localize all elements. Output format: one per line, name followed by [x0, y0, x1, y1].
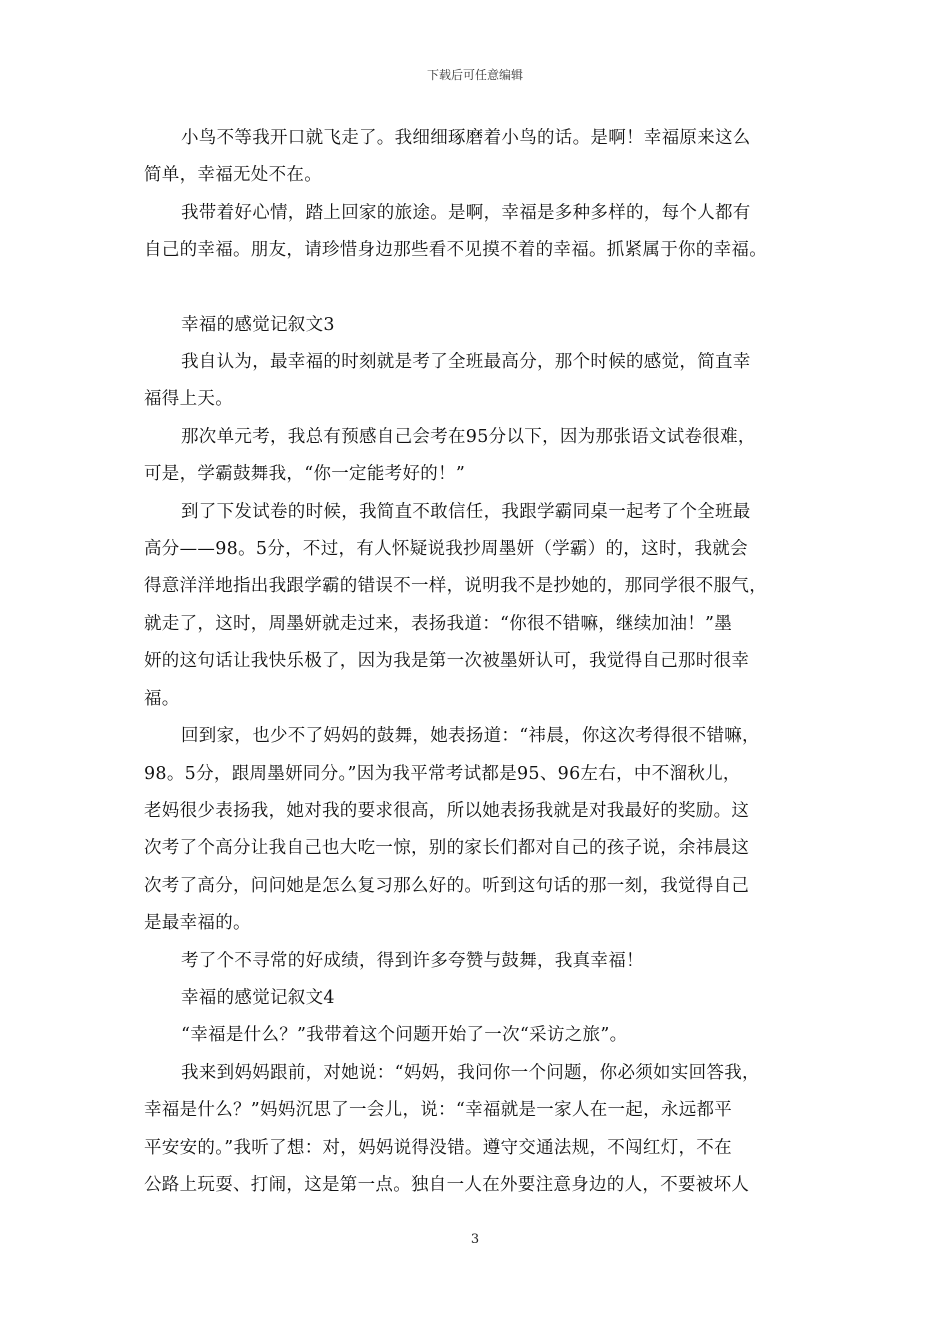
paragraph: 考了个不寻常的好成绩，得到许多夸赞与鼓舞，我真幸福！ [181, 950, 644, 971]
paragraph: “幸福是什么？”我带着这个问题开始了一次“采访之旅”。 [181, 1025, 628, 1046]
page-footer [0, 1232, 950, 1247]
paragraph: 我带着好心情，踏上回家的旅途。是啊，幸福是多种多样的，每个人都有 自己的幸福。朋友，请珍惜身边那些看不见摸不着的幸福。抓紧属于你的幸福。 [144, 202, 767, 261]
paragraph: 小鸟不等我开口就飞走了。我细细琢磨着小鸟的话。是啊！幸福原来这么 简单，幸福无处不在。 [144, 128, 751, 186]
page-number: 3 [470, 1232, 480, 1247]
paragraph: 我自认为，最幸福的时刻就是考了全班最高分，那个时候的感觉，简直幸 福得上天。 [144, 352, 751, 410]
header-text: 下载后可任意编辑 [426, 68, 523, 82]
section-heading: 幸福的感觉记叙文4 [181, 987, 335, 1008]
page-header [0, 66, 950, 83]
paragraph: 那次单元考，我总有预感自己会考在95分以下，因为那张语文试卷很难， 可是，学霸鼓舞我，“你一定能考好的！” [144, 426, 756, 485]
paragraph: 到了下发试卷的时候，我简直不敢信任，我跟学霸同桌一起考了个全班最 高分——98。5分，不过，有人怀疑说我抄周墨妍（学霸）的，这时，我就会 得意洋洋地指出我跟学霸的错误不一样，说明我不是抄她的，那同学很不服气， 就走了，这时，周墨妍就走过来，表扬我道：“你很不错嘛，继续加油！”墨 妍的这句话让我快乐极了，因为我是第一次被墨妍认可，我觉得自己那时很幸 福。 [144, 501, 767, 709]
section-heading: 幸福的感觉记叙文3 [181, 314, 335, 335]
paragraph: 回到家，也少不了妈妈的鼓舞，她表扬道：“祎晨，你这次考得很不错嘛， 98。5分，跟周墨妍同分。”因为我平常考试都是95、96左右，中不溜秋儿， 老妈很少表扬我，她对我的要求很高，所以她表扬我就是对我最好的奖励。这 次考了个高分让我自己也大吃一惊，别的家长们都对自己的孩子说，余祎晨这 次考了高分，问问她是怎么复习那么好的。听到这句话的那一刻，我觉得自己 是最幸福的。 [144, 726, 760, 934]
paragraph: 我来到妈妈跟前，对她说：“妈妈，我问你一个问题，你必须如实回答我， 幸福是什么？”妈妈沉思了一会儿，说：“幸福就是一家人在一起，永远都平 平安安的。”我听了想：对，妈妈说得没错。遵守交通法规，不闯红灯，不在 公路上玩耍、打闹，这是第一点。独自一人在外要注意身边的人，不要被坏人 [144, 1062, 760, 1195]
blank-line [144, 270, 820, 307]
document-body [144, 120, 820, 1204]
